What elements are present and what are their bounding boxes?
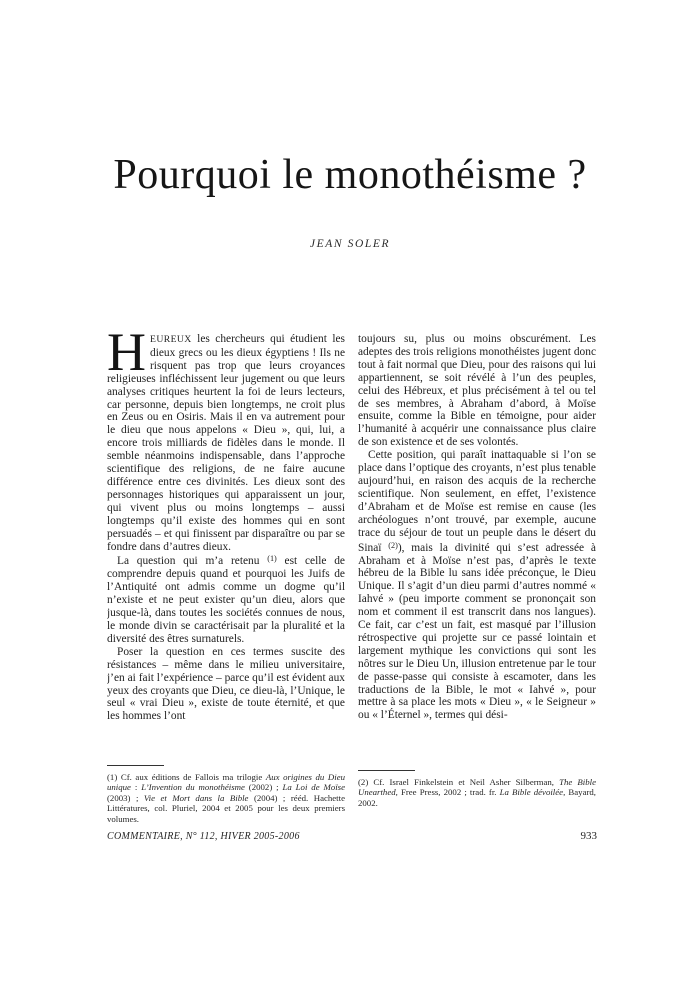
paragraph [107, 333, 345, 553]
footnote-text: (2) Cf. Israel Finkelstein et Neil Asher Silberman, The Bible Unearthed, Free Press, 2002 ; trad. fr. La Bible dévoilée, Bayard, 2002. [358, 777, 596, 808]
paragraph: toujours su, plus ou moins obscurément. Les adeptes des trois religions monothéistes jugent donc tout à fait normal que Dieu, pour des raisons qui lui appartiennent, se soit révélé à l’un des peuples, celui des Hébreux, et plus précisément à tel ou tel de ses membres, à Abraham d’abord, à Moïse ensuite, comme la Bible en témoigne, pour aider l’humanité à acquérir une connaissance plus claire de son existence et de ses volontés. [358, 333, 596, 449]
paragraph: La question qui m’a retenu $^{(1)}$ est celle de comprendre depuis quand et pourquoi les Juifs de l’Antiquité ont admis comme un dogme qu’il n’existe et ne peut exister qu’un dieu, alors que jusque-là, dans toutes les sociétés connues de nous, le monde divin se caractérisait par la pluralité et la diversité des êtres surnaturels. [107, 554, 345, 645]
lead-word: EUREUX [150, 334, 192, 345]
paragraph: Poser la question en ces termes suscite des résistances – même dans le milieu universitaire, j’en ai fait l’expérience – parce qu’il est évident aux yeux des croyants que Dieu, ce dieu-là, l’Unique, le seul « vrai Dieu », existe de toute éternité, et que les hommes l’ont [107, 645, 345, 723]
drop-cap: H [107, 333, 146, 382]
left-column [107, 333, 345, 775]
footnote-text: (1) Cf. aux éditions de Fallois ma trilogie Aux origines du Dieu unique : L’Invention du monothéisme (2002) ; La Loi de Moïse (2003) ; Vie et Mort dans la Bible (2004) ; rééd. Hachette Littératures, col. Pluriel, 2004 et 2005 pour les deux premiers volumes. [107, 772, 346, 824]
paragraph-text: les chercheurs qui étudient les dieux grecs ou les dieux égyptiens ! Ils ne risquent pas trop que leurs croyances religieuses infléchissent leur jugement ou que leurs analyses critiques heurtent la foi de leurs lecteurs, car personne, depuis bien longtemps, ne croit plus en Zeus ou en Osiris. Mais il en va autrement pour le dieu que nous appelons « Dieu », qui, lui, a encore trois milliards de fidèles dans le monde. Il semble néanmoins indispensable, dans l’approche scientifique des religions, de ne faire aucune différence entre ces divinités. Les dieux sont des personnages historiques qui apparaissent un jour, qui vivent plus ou moins longtemps – aussi longtemps qu’il existe des hommes qui en sont persuadés – et qui finissent par disparaître ou par se fondre dans d’autres dieux. [107, 333, 345, 553]
footnote-separator [358, 770, 415, 771]
right-column [358, 333, 596, 775]
author-name: JEAN SOLER [309, 238, 391, 250]
page-title: Pourquoi le monothéisme ? [113, 152, 587, 198]
article-body [107, 333, 596, 775]
footnote-2 [358, 770, 596, 808]
paragraph: Cette position, qui paraît inattaquable si l’on se place dans l’optique des croyants, n’est plus tenable aujourd’hui, en raison des acquis de la recherche scientifique. Non seulement, en effet, l’existence d’Abraham et de Moïse est remise en cause (les archéologues n’ont trouvé, par exemple, aucune trace du séjour de tout un peuple dans le désert du Sinaï $^{(2)}$), mais la divinité qui s’est adressée à Abraham et à Moïse n’est pas, d’après le texte hébreu de la Bible lu sans idée préconçue, le Dieu Unique. Il s’agit d’un dieu parmi d’autres nommé « Iahvé » (peu importe comment se prononçait son nom et comment il est transcrit dans nos langues). Ce fait, car c’est un fait, est masqué par l’illusion rétrospective qui projette sur ce passé lointain et largement mythique les convictions qui sont les nôtres sur le Dieu Un, illusion entretenue par le tour de passe-passe qui consiste à escamoter, dans les traductions de la Bible, le mot « Iahvé », pour mettre à sa place les mots « Dieu », « le Seigneur » ou « l’Éternel », termes qui dési- [358, 449, 596, 722]
footnote-1 [107, 765, 345, 824]
journal-footer: COMMENTAIRE, N° 112, HIVER 2005-2006 [107, 831, 300, 842]
footnote-separator [107, 765, 164, 766]
page-number: 933 [580, 830, 597, 842]
